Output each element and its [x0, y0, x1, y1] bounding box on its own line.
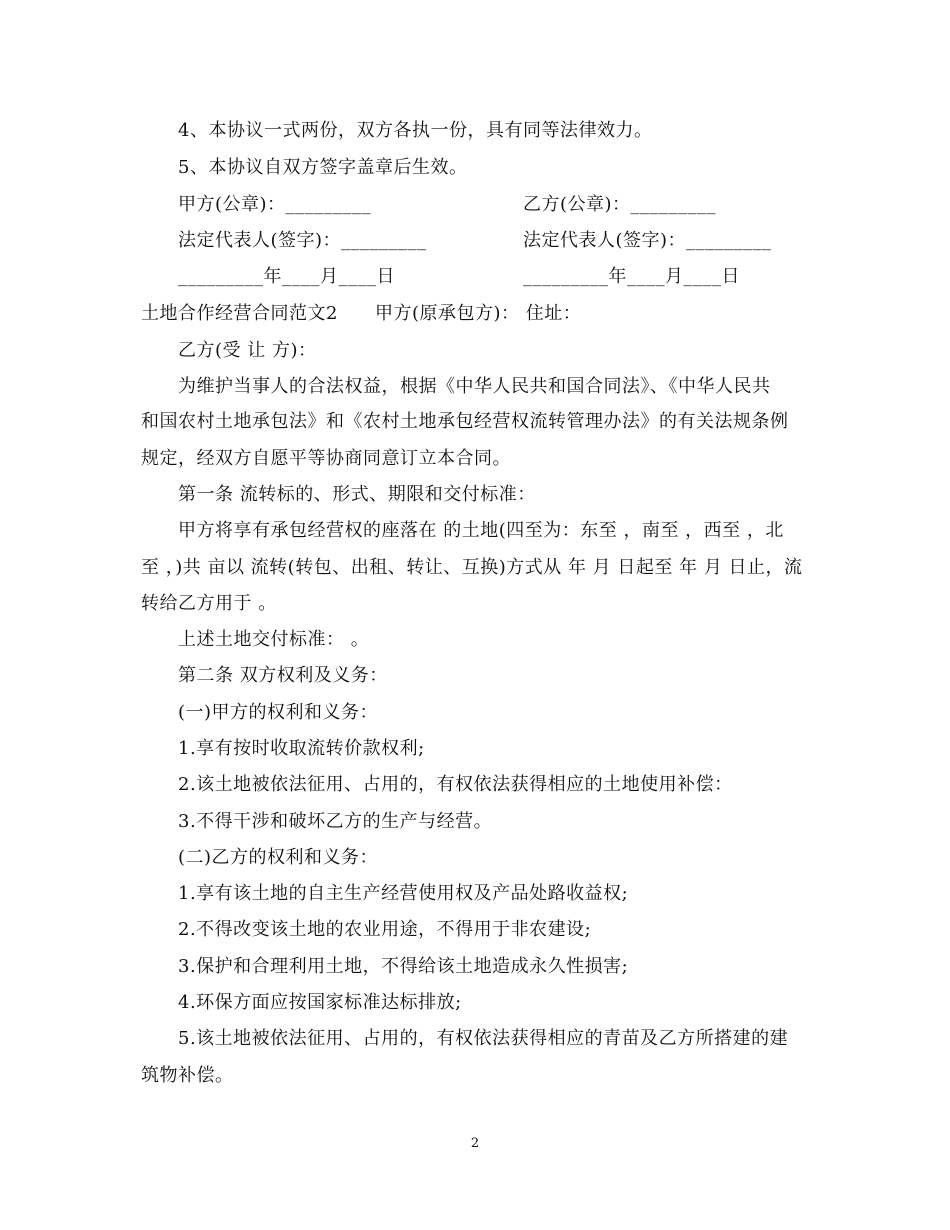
party-b-right-4: 4.环保方面应按国家标准达标排放;: [178, 992, 462, 1013]
party-b-right-3: 3.保护和合理利用土地，不得给该土地造成永久性损害;: [178, 956, 629, 977]
party-a-right-1: 1.享有按时收取流转价款权利;: [178, 738, 425, 759]
party-b-right-5-cont: 筑物补偿。: [141, 1065, 234, 1086]
contract2-party-b: 乙方(受 让 方)：: [178, 340, 317, 361]
party-a-representative: 法定代表人(签字)：_________: [178, 230, 427, 251]
article1-delivery: 上述土地交付标准： 。: [178, 629, 370, 650]
preamble-line-1: 为维护当事人的合法权益，根据《中华人民共和国合同法》、《中华人民共: [178, 376, 771, 397]
party-a-right-2: 2.该土地被依法征用、占用的，有权依法获得相应的土地使用补偿：: [178, 774, 733, 795]
clause-4: 4、本协议一式两份，双方各执一份，具有同等法律效力。: [178, 120, 653, 141]
party-b-right-1: 1.享有该土地的自主生产经营使用权及产品处路收益权;: [178, 883, 629, 904]
preamble-line-3: 规定，经双方自愿平等协商同意订立本合同。: [141, 448, 511, 469]
party-b-right-5: 5.该土地被依法征用、占用的，有权依法获得相应的青苗及乙方所搭建的建: [178, 1028, 789, 1049]
party-b-seal: 乙方(公章)：_________: [523, 194, 717, 215]
party-b-representative: 法定代表人(签字)：_________: [523, 230, 772, 251]
party-b-right-2: 2.不得改变该土地的农业用途，不得用于非农建设;: [178, 919, 592, 940]
article2-title: 第二条 双方权利及义务：: [178, 665, 388, 686]
party-a-rights-title: (一)甲方的权利和义务：: [178, 702, 379, 723]
party-a-date: _________年____月____日: [178, 266, 395, 287]
article1-line-1: 甲方将享有承包经营权的座落在 的土地(四至为：东至 ，南至 ，西至 ，北: [178, 520, 784, 541]
clause-5: 5、本协议自双方签字盖章后生效。: [178, 157, 468, 178]
page-number: 2: [470, 1136, 480, 1151]
party-a-right-3: 3.不得干涉和破坏乙方的生产与经营。: [178, 811, 493, 832]
article1-title: 第一条 流转标的、形式、期限和交付标准：: [178, 484, 536, 505]
party-b-rights-title: (二)乙方的权利和义务：: [178, 847, 379, 868]
article1-line-3: 转给乙方用于 。: [141, 593, 277, 614]
article1-line-2: 至 ，)共 亩以 流转(转包、出租、转让、互换)方式从 年 月 日起至 年 月 日止，流: [141, 557, 803, 578]
preamble-line-2: 和国农村土地承包法》和《农村土地承包经营权流转管理办法》的有关法规条例: [141, 411, 789, 432]
party-a-seal: 甲方(公章)：_________: [178, 194, 372, 215]
contract2-heading: 土地合作经营合同范文2 甲方(原承包方)： 住址：: [141, 303, 582, 324]
party-b-date: _________年____月____日: [523, 266, 740, 287]
